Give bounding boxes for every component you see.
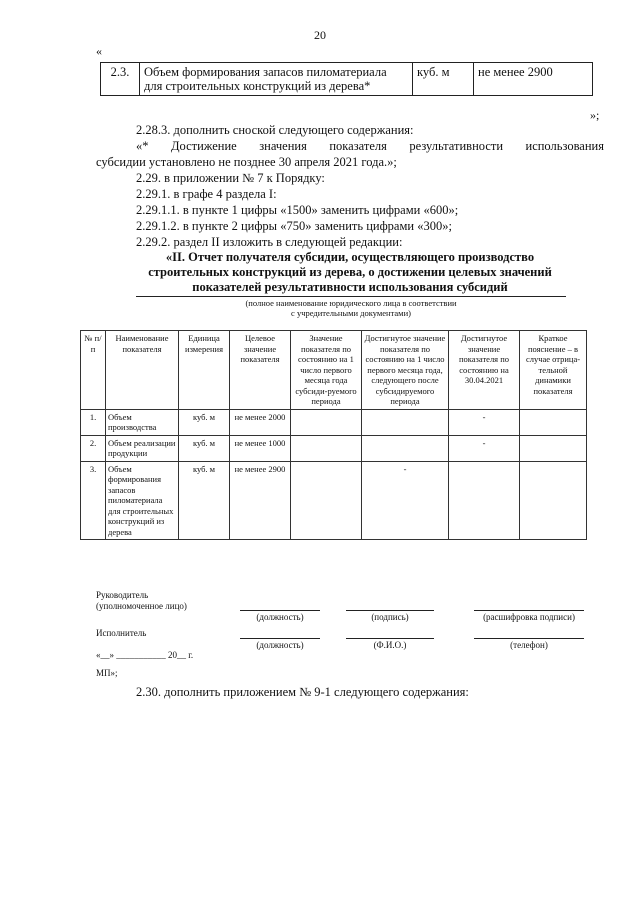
cell-v2 [362, 435, 449, 461]
org-caption [136, 298, 566, 318]
unit: куб. м [413, 63, 474, 96]
cell-v1 [291, 461, 362, 540]
paragraph-2-29-1-1: 2.29.1.1. в пункте 1 цифры «1500» заменить цифрами «600»; [136, 203, 459, 217]
date-field: «__» ___________ 20__ г. [96, 650, 194, 660]
stamp-place: МП»; [96, 668, 118, 678]
cell-num: 2. [81, 435, 106, 461]
col-name: Наименование показателя [106, 331, 179, 410]
table-row [81, 461, 587, 540]
fio-caption: (Ф.И.О.) [373, 640, 407, 650]
phone-caption: (телефон) [510, 640, 548, 650]
footnote-line-2: субсидии установлено не позднее 30 апреля 2021 года.»; [96, 155, 397, 169]
paragraph-2-30: 2.30. дополнить приложением № 9-1 следующего содержания: [136, 685, 469, 699]
org-caption-line-2: с учредительными документами) [291, 308, 411, 318]
cell-unit: куб. м [179, 435, 230, 461]
col-unit: Единица измерения [179, 331, 230, 410]
position-line [240, 610, 320, 611]
org-name-line [136, 296, 566, 297]
head-label [96, 590, 187, 612]
indicator-name: Объем формирования запасов пиломатериала для строительных конструкций из дерева* [140, 63, 413, 96]
section-heading [96, 250, 604, 295]
quote-open: « [96, 44, 102, 58]
cell-target: не менее 1000 [230, 435, 291, 461]
row-number: 2.3. [101, 63, 140, 96]
signature-line [346, 610, 434, 611]
phone-line [474, 638, 584, 639]
col-number: № п/п [81, 331, 106, 410]
cell-target: не менее 2000 [230, 409, 291, 435]
position-caption: (должность) [256, 612, 304, 622]
col-value-start: Значение показателя по состоянию на 1 число первого месяца года субсиди-руемого периода [291, 331, 362, 410]
position-caption-2: (должность) [256, 640, 304, 650]
heading-line-2: строительных конструкций из дерева, о достижении целевых значений [148, 265, 552, 279]
cell-unit: куб. м [179, 409, 230, 435]
cell-v3: - [449, 435, 520, 461]
cell-v1 [291, 435, 362, 461]
paragraph-2-29-2: 2.29.2. раздел II изложить в следующей редакции: [136, 235, 403, 249]
paragraph-2-29-1-2: 2.29.1.2. в пункте 2 цифры «750» заменить цифрами «300»; [136, 219, 452, 233]
report-table [80, 330, 587, 540]
col-value-2021: Достигнутое значение показателя по состоянию на 30.04.2021 [449, 331, 520, 410]
target-value: не менее 2900 [474, 63, 593, 96]
col-note: Краткое пояснение – в случае отрица-тельной динамики показателя [520, 331, 587, 410]
col-value-end: Достигнутое значение показателя по состоянию на 1 число первого месяца года, следующего после субсидируемого периода [362, 331, 449, 410]
cell-unit: куб. м [179, 461, 230, 540]
decoding-caption: (расшифровка подписи) [483, 612, 575, 622]
cell-target: не менее 2900 [230, 461, 291, 540]
table-row [101, 63, 593, 96]
col-target: Целевое значение показателя [230, 331, 291, 410]
paragraph-2-29-1: 2.29.1. в графе 4 раздела I: [136, 187, 277, 201]
cell-note [520, 435, 587, 461]
header-row [81, 331, 587, 410]
footnote-line-1: «* Достижение значения показателя результативности использования [136, 139, 604, 153]
cell-v1 [291, 409, 362, 435]
cell-name: Объем формирования запасов пиломатериала для строительных конструкций из дерева [106, 461, 179, 540]
paragraph-2-28-3: 2.28.3. дополнить сноской следующего содержания: [136, 123, 414, 137]
fio-line [346, 638, 434, 639]
cell-num: 1. [81, 409, 106, 435]
cell-note [520, 461, 587, 540]
cell-name: Объем производства [106, 409, 179, 435]
heading-line-3: показателей результативности использования субсидий [192, 280, 508, 294]
executor-label: Исполнитель [96, 628, 147, 638]
decoding-line [474, 610, 584, 611]
amendment-table [100, 62, 593, 96]
signature-caption: (подпись) [371, 612, 409, 622]
head-label-line-2: (уполномоченное лицо) [96, 601, 187, 611]
cell-num: 3. [81, 461, 106, 540]
cell-v3: - [449, 409, 520, 435]
paragraph-2-29: 2.29. в приложении № 7 к Порядку: [136, 171, 325, 185]
cell-v2: - [362, 461, 449, 540]
cell-name: Объем реализации продукции [106, 435, 179, 461]
org-caption-line-1: (полное наименование юридического лица в соответствии [245, 298, 457, 308]
cell-note [520, 409, 587, 435]
position-line-2 [240, 638, 320, 639]
head-label-line-1: Руководитель [96, 590, 149, 600]
table-row [81, 409, 587, 435]
table-row [81, 435, 587, 461]
cell-v3 [449, 461, 520, 540]
heading-line-1: «II. Отчет получателя субсидии, осуществляющего производство [165, 250, 535, 264]
cell-v2 [362, 409, 449, 435]
page-number: 20 [314, 28, 326, 42]
quote-close: »; [590, 108, 600, 122]
